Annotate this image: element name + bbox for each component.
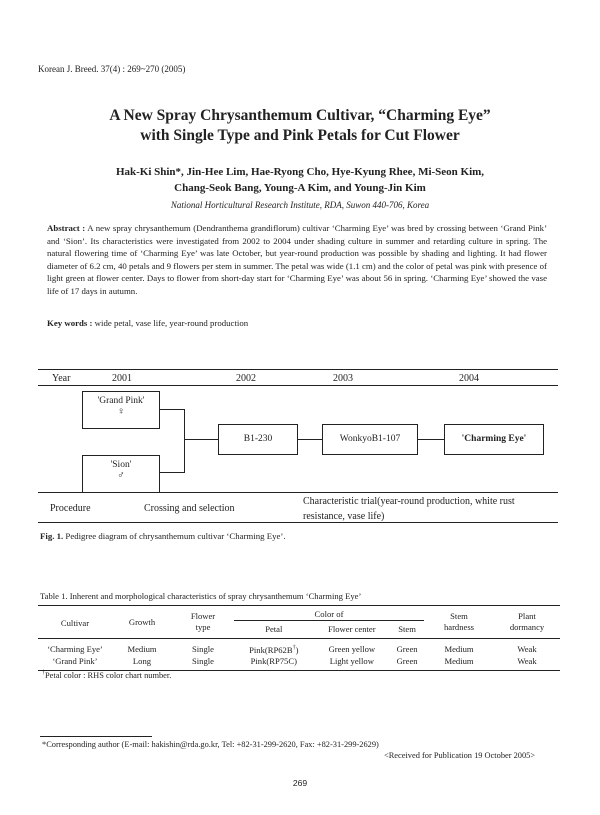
paper-title-line1: A New Spray Chrysanthemum Cultivar, “Charming Eye” (109, 107, 491, 124)
parent-grand-pink-box (82, 391, 160, 429)
cell-cultivar: ‘Charming Eye’ (47, 643, 103, 654)
cell-cultivar: ‘Grand Pink’ (52, 655, 98, 666)
year-2002: 2002 (236, 373, 256, 384)
parent-sion-label: 'Sion' (110, 460, 132, 470)
header-petal: Petal (265, 624, 283, 634)
cell-hardness: Medium (444, 655, 474, 666)
figure-caption-label: Fig. 1. (40, 531, 64, 541)
authors-line2: Chang-Seok Bang, Young-A Kim, and Young-Jin Kim (174, 182, 426, 194)
procedure-rule (38, 492, 558, 493)
header-plant-dormancy-2: dormancy (509, 622, 545, 632)
line-b1-230-box (218, 424, 298, 455)
corresponding-author: *Corresponding author (E-mail: hakishin@rda.go.kr, Tel: +82-31-299-2620, Fax: +82-31-299-2629) (42, 740, 379, 749)
procedure-label: Procedure (50, 503, 91, 514)
abstract-text: A new spray chrysanthemum (Dendranthema grandiflorum) cultivar ‘Charming Eye’ was bred by crossing between ‘Grand Pink’ and ‘Sion’. Its characteristics were investigated from 2002 to 2004 under shading culture in summer and retarding culture in spring. The natural flowering time of ‘Charming Eye’ was late October, but year-round production was possible by shading and lighting. It had flower diameter of 6.2 cm, 40 petals and 9 flowers per stem in summer. The petal was wide (1.1 cm) and the color of petal was pink with presence of light green at flower center. Days to flower from short-day start for ‘Charming Eye’ was about 56 in spring. ‘Charming Eye’ showed the vase life of 17 days in autumn. (47, 223, 548, 296)
keywords (47, 318, 248, 328)
authors-line1: Hak-Ki Shin*, Jin-Hee Lim, Hae-Ryong Cho, Hye-Kyung Rhee, Mi-Seon Kim, (115, 166, 485, 178)
table-caption: Table 1. Inherent and morphological characteristics of spray chrysanthemum ‘Charming Eye’ (40, 591, 362, 601)
header-flower-type-1: Flower (190, 611, 216, 621)
keywords-text: wide petal, vase life, year-round production (94, 318, 249, 328)
received-date: <Received for Publication 19 October 2005> (384, 751, 536, 760)
cell-growth: Long (132, 655, 152, 666)
header-growth: Growth (128, 616, 156, 627)
cell-dormancy: Weak (517, 655, 537, 666)
cell-stem: Green (396, 643, 418, 654)
affiliation: National Horticultural Research Institute, RDA, Suwon 440-706, Korea (170, 200, 430, 210)
header-cultivar: Cultivar (60, 618, 90, 628)
abstract-label: Abstract : (47, 223, 86, 233)
female-symbol-icon: ♀ (117, 406, 125, 417)
dagger-mark: † (292, 645, 296, 651)
header-stem-hardness-2: hardness (443, 622, 475, 632)
header-stem-hardness (424, 606, 494, 639)
cell-flower-type: Single (192, 655, 214, 666)
year-2001: 2001 (112, 373, 132, 384)
year-2003: 2003 (333, 373, 353, 384)
header-plant-dormancy-1: Plant (518, 611, 536, 621)
connector (184, 439, 218, 440)
connector (184, 409, 185, 473)
procedure-trial-line1: Characteristic trial(year-round production, white rust (303, 496, 515, 507)
cell-hardness: Medium (444, 643, 474, 654)
procedure-trial-line2: resistance, vase life) (303, 511, 385, 522)
table-row (38, 639, 560, 656)
cell-growth: Medium (127, 643, 157, 654)
header-color-of: Color of (234, 606, 424, 621)
table-footnote (42, 670, 171, 680)
connector (160, 409, 184, 410)
header-plant-dormancy (494, 606, 560, 639)
keywords-label: Key words : (47, 318, 93, 328)
header-stem-hardness-1: Stem (450, 611, 468, 621)
header-flower-type (172, 606, 234, 639)
page-number: 269 (292, 778, 308, 788)
cell-dormancy: Weak (517, 643, 537, 654)
abstract (47, 222, 547, 298)
cell-petal-close: ) (295, 644, 299, 655)
footnote-rule (40, 736, 152, 737)
parent-grand-pink-label: 'Grand Pink' (97, 396, 145, 406)
year-rule (38, 385, 558, 386)
line-wonkyo-box (322, 424, 418, 455)
table-row (38, 656, 560, 671)
line-b1-230-label: B1-230 (243, 434, 273, 444)
cell-stem: Green (396, 655, 418, 666)
cultivar-charming-eye-label: 'Charming Eye' (461, 434, 527, 444)
cell-flower-center: Light yellow (329, 655, 374, 666)
header-flower-type-2: type (195, 622, 211, 632)
journal-reference: Korean J. Breed. 37(4) : 269~270 (2005) (38, 64, 186, 74)
figure-caption-text: Pedigree diagram of chrysanthemum cultivar ‘Charming Eye’. (65, 531, 286, 541)
male-symbol-icon: ♂ (117, 470, 125, 481)
cell-flower-type: Single (192, 643, 214, 654)
cell-petal: Pink(RP75C) (250, 655, 297, 666)
parent-sion-box (82, 455, 160, 493)
connector (418, 439, 444, 440)
cultivar-charming-eye-box (444, 424, 544, 455)
year-2004: 2004 (459, 373, 479, 384)
header-stem: Stem (398, 624, 416, 634)
cell-flower-center: Green yellow (328, 643, 376, 654)
characteristics-table (38, 605, 560, 671)
year-label: Year (52, 373, 71, 384)
paper-title-line2: with Single Type and Pink Petals for Cut Flower (140, 127, 460, 144)
connector (160, 472, 184, 473)
cell-petal-value: Pink(RP62B (249, 644, 293, 655)
procedure-crossing: Crossing and selection (144, 503, 235, 514)
figure-top-rule (38, 369, 558, 370)
figure-caption (40, 531, 286, 541)
procedure-trial (303, 494, 515, 524)
connector (298, 439, 322, 440)
figure-bottom-rule (38, 522, 558, 523)
header-flower-center: Flower center (328, 624, 376, 634)
line-wonkyo-label: WonkyoB1-107 (339, 434, 401, 444)
footnote-dagger: † (42, 670, 45, 676)
cell-petal (234, 639, 314, 656)
footnote-text: Petal color : RHS color chart number. (45, 670, 172, 680)
